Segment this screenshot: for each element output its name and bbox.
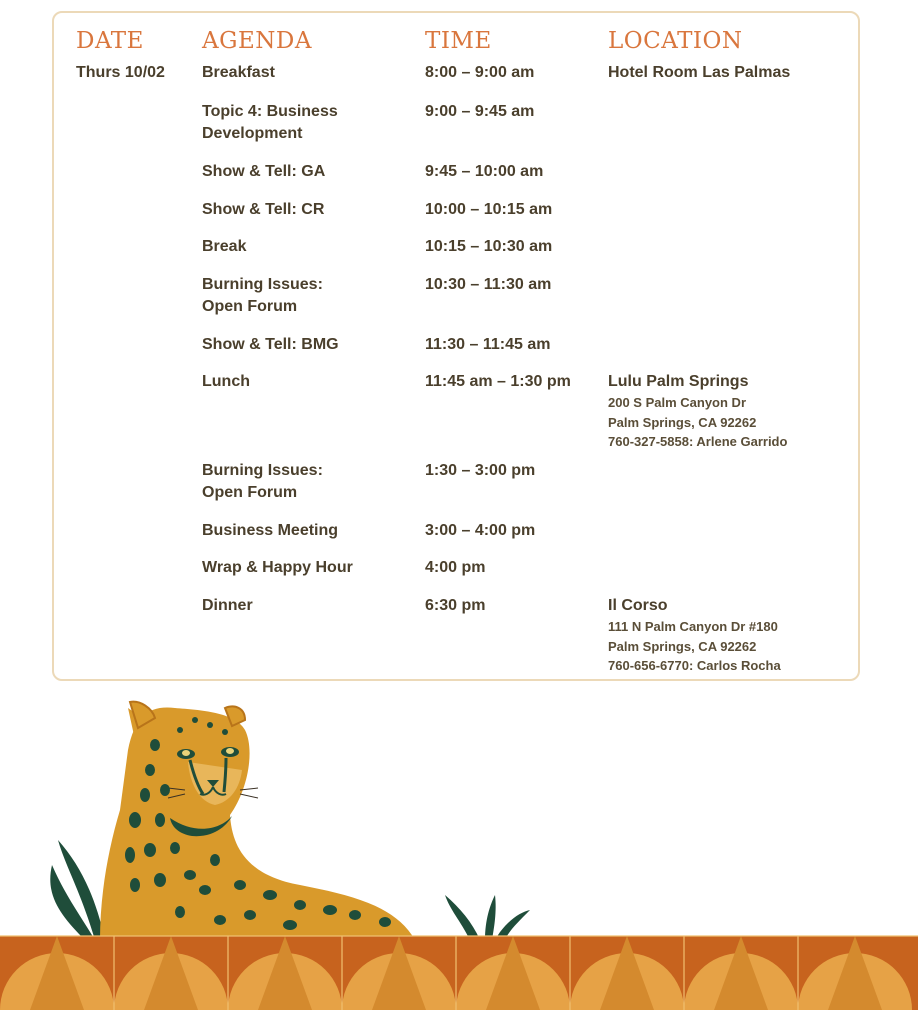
agenda-item: Show & Tell: GA <box>202 163 326 180</box>
date-value: Thurs 10/02 <box>76 64 165 81</box>
agenda-item: Business Meeting <box>202 522 339 539</box>
cheetah-illustration <box>0 690 918 1010</box>
time-value: 8:00 – 9:00 am <box>425 64 535 81</box>
agenda-item: Burning Issues: Open Forum <box>202 462 323 501</box>
agenda-item: Wrap & Happy Hour <box>202 559 353 576</box>
location-city: Palm Springs, CA 92262 <box>608 638 757 654</box>
location-city: Palm Springs, CA 92262 <box>608 414 757 430</box>
decorative-sunburst-band <box>0 936 918 1010</box>
agenda-item: Show & Tell: BMG <box>202 336 339 353</box>
agenda-item: Lunch <box>202 373 250 390</box>
time-value: 6:30 pm <box>425 597 486 614</box>
header-agenda: AGENDA <box>202 28 312 54</box>
location-name: Lulu Palm Springs <box>608 373 749 390</box>
header-date: DATE <box>76 28 144 54</box>
agenda-item: Breakfast <box>202 64 275 81</box>
header-location: LOCATION <box>608 28 743 54</box>
location-name: Il Corso <box>608 597 668 614</box>
time-value: 1:30 – 3:00 pm <box>425 462 536 479</box>
time-value: 10:00 – 10:15 am <box>425 201 553 218</box>
grass-right-icon <box>445 895 530 940</box>
agenda-item: Dinner <box>202 597 253 614</box>
time-value: 11:45 am – 1:30 pm <box>425 373 571 390</box>
time-value: 10:15 – 10:30 am <box>425 238 553 255</box>
time-value: 4:00 pm <box>425 559 486 576</box>
header-time: TIME <box>425 28 492 54</box>
location-address: 111 N Palm Canyon Dr #180 <box>608 619 778 634</box>
location-phone: 760-656-6770: Carlos Rocha <box>608 658 781 673</box>
time-value: 9:00 – 9:45 am <box>425 103 535 120</box>
time-value: 11:30 – 11:45 am <box>425 336 551 353</box>
location-address: 200 S Palm Canyon Dr <box>608 395 746 410</box>
agenda-item: Break <box>202 238 247 255</box>
location-name: Hotel Room Las Palmas <box>608 64 791 81</box>
agenda-item: Topic 4: Business Development <box>202 103 338 142</box>
location-phone: 760-327-5858: Arlene Garrido <box>608 434 788 449</box>
agenda-item: Show & Tell: CR <box>202 201 325 218</box>
time-value: 3:00 – 4:00 pm <box>425 522 536 539</box>
time-value: 10:30 – 11:30 am <box>425 276 552 293</box>
agenda-item: Burning Issues: Open Forum <box>202 276 323 315</box>
time-value: 9:45 – 10:00 am <box>425 163 544 180</box>
cheetah-icon <box>100 702 415 940</box>
